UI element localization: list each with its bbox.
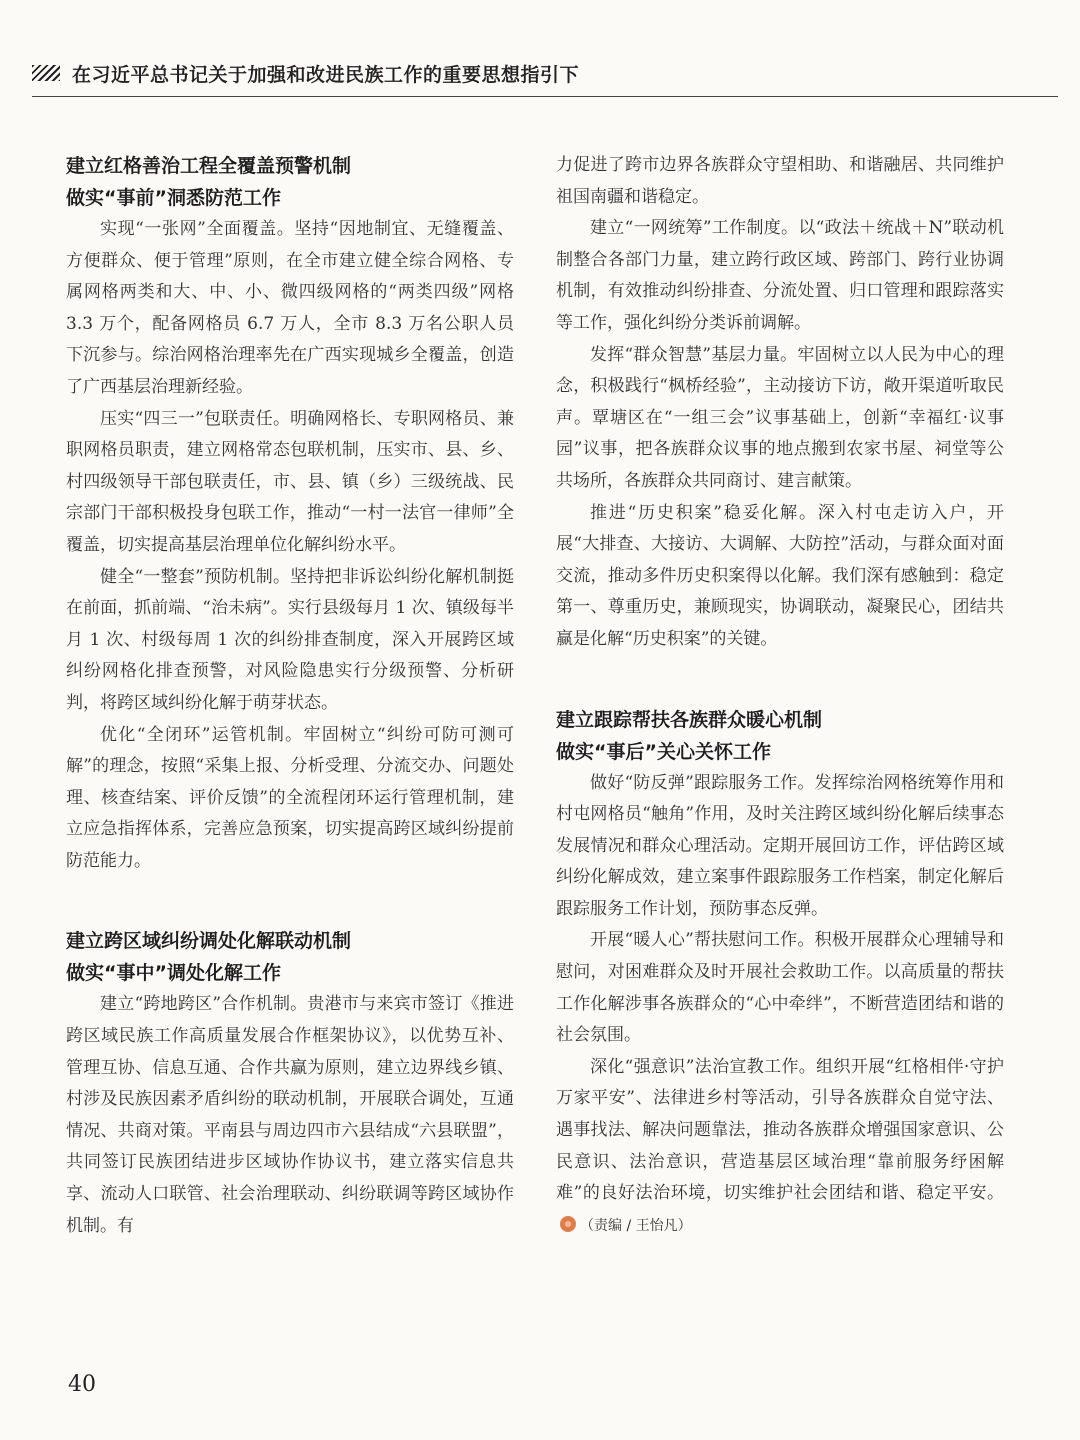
- section1-subheading: 做实“事前”洞悉防范工作: [66, 187, 281, 209]
- section1-paragraph-1: 实现“一张网”全面覆盖。坚持“因地制宜、无缝覆盖、方便群众、便于管理”原则，在全市建立健全综合网格、专属网格两类和大、中、小、微四级网格的“两类四级”网格 3.3 万个，配备网格员 6.7 万人，全市 8.3 万名公职人员下沉参与。综治网格治理率先在广西实现城乡全覆盖，创造了广西基层治理新经验。: [66, 219, 514, 397]
- section2-heading: 建立跨区域纠纷调处化解联动机制: [66, 930, 352, 953]
- end-mark-icon: [560, 1216, 576, 1232]
- running-header: [32, 56, 1062, 100]
- header-rule: [32, 96, 1058, 97]
- section2-paragraph-3: 发挥“群众智慧”基层力量。牢固树立以人民为中心的理念，积极践行“枫桥经验”，主动接访下访，敞开渠道听取民声。覃塘区在“一组三会”议事基础上，创新“幸福红·议事园”议事，把各族群众议事的地点搬到农家书屋、祠堂等公共场所，各族群众共同商讨、建言献策。: [556, 344, 1004, 491]
- section2-paragraph-2: 建立“一网统筹”工作制度。以“政法＋统战＋N”联动机制整合各部门力量，建立跨行政区域、跨部门、跨行业协调机制，有效推动纠纷排查、分流处置、归口管理和跟踪落实等工作，强化纠纷分类诉前调解。: [556, 218, 1004, 333]
- section1-paragraph-4: 优化“全闭环”运管机制。牢固树立“纠纷可防可测可解”的理念，按照“采集上报、分析受理、分流交办、问题处理、核查结案、评价反馈”的全流程闭环运行管理机制，建立应急指挥体系，完善应急预案，切实提高跨区域纠纷提前防范能力。: [66, 724, 514, 871]
- section3-paragraph-3: [556, 1052, 1004, 1243]
- section-gap: [556, 656, 1004, 704]
- section2-subheading: 做实“事中”调处化解工作: [66, 962, 281, 985]
- section3-paragraph-2: 开展“暖人心”帮扶慰问工作。积极开展群众心理辅导和慰问，对困难群众及时开展社会救助工作。以高质量的帮扶工作化解涉事各族群众的“心中牵绊”，不断营造团结和谐的社会氛围。: [556, 930, 1004, 1046]
- section2-paragraph-4: 推进“历史积案”稳妥化解。深入村屯走访入户，开展“大排查、大接访、大调解、大防控”活动，与群众面对面交流，推动多件历史积案得以化解。我们深有感触到：稳定第一、尊重历史，兼顾现实，协调联动，凝聚民心，团结共赢是化解“历史积案”的关键。: [556, 502, 1004, 649]
- section2-paragraph-1: 建立“跨地跨区”合作机制。贵港市与来宾市签订《推进跨区域民族工作高质量发展合作框架协议》，以优势互补、管理互协、信息互通、合作共赢为原则，建立边界线乡镇、村涉及民族因素矛盾纠纷的联动机制，开展联合调处，互通情况、共商对策。平南县与周边四市六县结成“六县联盟”，共同签订民族团结进步区域协作协议书，建立落实信息共享、流动人口联管、社会治理联动、纠纷联调等跨区域协作机制。有: [66, 994, 514, 1236]
- right-column: [556, 150, 1004, 1242]
- section-gap: [66, 877, 514, 925]
- header-title: 在习近平总书记关于加强和改进民族工作的重要思想指引下: [72, 64, 580, 86]
- left-column: [66, 150, 514, 1242]
- continued-paragraph: 力促进了跨市边界各族群众守望相助、和谐融居、共同维护祖国南疆和谐稳定。: [556, 155, 1004, 207]
- section3-paragraph-1: 做好“防反弹”跟踪服务工作。发挥综治网格统筹作用和村屯网格员“触角”作用，及时关注跨区域纠纷化解后续事态发展情况和群众心理活动。定期开展回访工作，评估跨区域纠纷化解成效，建立案事件跟踪服务工作档案，制定化解后跟踪服务工作计划，预防事态反弹。: [556, 772, 1004, 919]
- section3-paragraph-3-text: 深化“强意识”法治宣教工作。组织开展“红格相伴·守护万家平安”、法律进乡村等活动，引导各族群众自觉守法、遇事找法、解决问题靠法，推动各族群众增强国家意识、公民意识、法治意识，营造基层区域治理“靠前服务纾困解难”的良好法治环境，切实维护社会团结和谐、稳定平安。: [556, 1056, 1004, 1204]
- page-number: 40: [68, 1372, 96, 1397]
- editor-credit: （责编 / 王怡凡）: [580, 1217, 692, 1234]
- section1-paragraph-3: 健全“一整套”预防机制。坚持把非诉讼纠纷化解机制挺在前面，抓前端、“治未病”。实行县级每月 1 次、镇级每半月 1 次、村级每周 1 次的纠纷排查制度，深入开展跨区域纠纷网格化排查预警，对风险隐患实行分级预警、分析研判，将跨区域纠纷化解于萌芽状态。: [66, 566, 514, 713]
- header-hatch-icon: [32, 65, 60, 81]
- section3-subheading: 做实“事后”关心关怀工作: [556, 740, 771, 763]
- section1-paragraph-2: 压实“四三一”包联责任。明确网格长、专职网格员、兼职网格员职责，建立网格常态包联机制，压实市、县、乡、村四级领导干部包联责任，市、县、镇（乡）三级统战、民宗部门干部积极投身包联工作，推动“一村一法官一律师”全覆盖，切实提高基层治理单位化解纠纷水平。: [66, 408, 514, 555]
- section3-heading: 建立跟踪帮扶各族群众暖心机制: [556, 708, 823, 731]
- section1-heading: 建立红格善治工程全覆盖预警机制: [66, 155, 352, 177]
